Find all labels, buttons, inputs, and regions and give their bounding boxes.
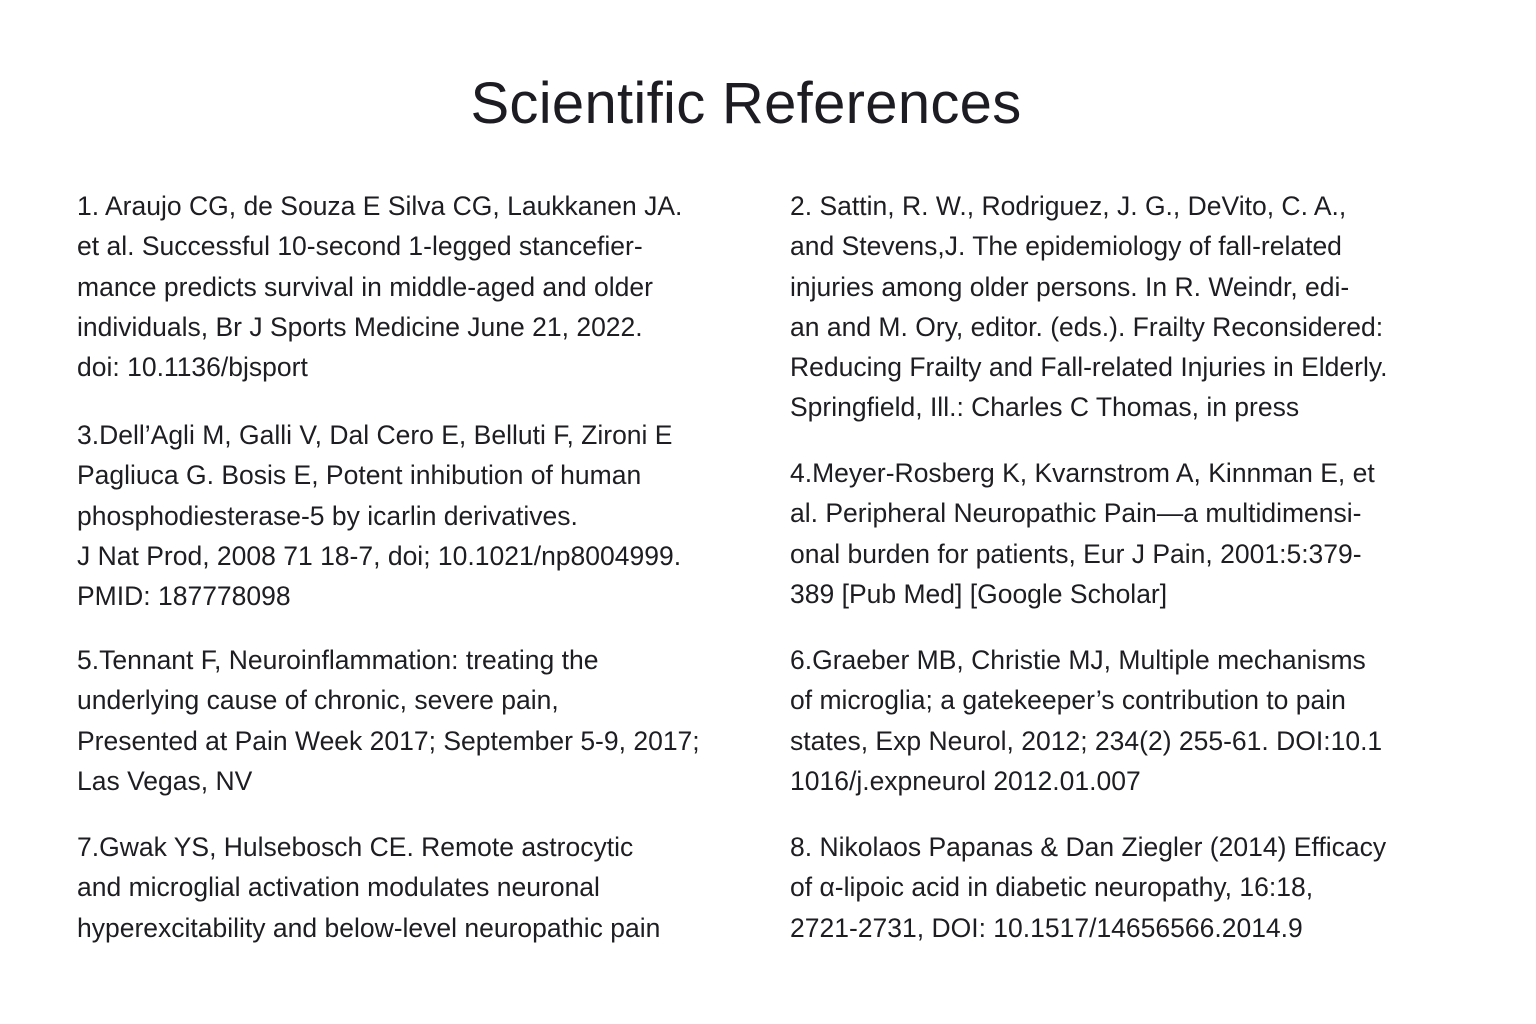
reference-3-line-5: PMID: 187778098 [77,581,291,612]
reference-2-line-2: and Stevens,J. The epidemiology of fall-related [790,231,1342,262]
reference-6-line-1: 6.Graeber MB, Christie MJ, Multiple mechanisms [790,645,1366,675]
reference-4-line-4: 389 [Pub Med] [Google Scholar] [790,578,1168,609]
reference-5-line-2: underlying cause of chronic, severe pain, [77,685,559,716]
reference-1-line-3: mance predicts survival in middle-aged and older [77,271,653,302]
reference-3-line-4: J Nat Prod, 2008 71 18-7, doi; 10.1021/np8004999. [77,540,682,571]
reference-7-line-3: hyperexcitability and below-level neuropathic pain [77,912,661,943]
reference-7-line-2: and microglial activation modulates neuronal [77,872,600,903]
page-title: Scientific References [470,71,1022,136]
reference-6-line-4: 1016/j.expneurol 2012.01.007 [790,765,1141,796]
reference-2 [790,186,1470,428]
reference-7-line-1: 7.Gwak YS, Hulsebosch CE. Remote astrocytic [77,832,634,862]
reference-2-line-6: Springfield, Ill.: Charles C Thomas, in press [790,392,1300,423]
reference-8 [790,827,1470,948]
reference-2-line-3: injuries among older persons. In R. Weindr, edi- [790,271,1350,302]
reference-3-line-3: phosphodiesterase-5 by icarlin derivatives. [77,500,578,531]
reference-8-line-2: of α-lipoic acid in diabetic neuropathy, 16:18, [790,872,1314,903]
reference-4-line-2: al. Peripheral Neuropathic Pain—a multidimensi- [790,498,1362,529]
reference-2-line-1: 2. Sattin, R. W., Rodriguez, J. G., DeVito, C. A., [790,191,1347,221]
reference-3 [77,415,767,616]
reference-8-line-1: 8. Nikolaos Papanas & Dan Ziegler (2014) Efficacy [790,832,1387,862]
reference-7 [77,827,767,948]
reference-4-line-1: 4.Meyer-Rosberg K, Kvarnstrom A, Kinnman E, et [790,458,1375,488]
reference-2-line-5: Reducing Frailty and Fall-related Injuries in Elderly. [790,352,1388,383]
reference-5 [77,640,767,801]
reference-6-line-2: of microglia; a gatekeeper’s contribution to pain [790,685,1346,716]
reference-6-line-3: states, Exp Neurol, 2012; 234(2) 255-61. DOI:10.1 [790,725,1383,756]
reference-3-line-1: 3.Dell’Agli M, Galli V, Dal Cero E, Belluti F, Zironi E [77,420,673,450]
reference-5-line-3: Presented at Pain Week 2017; September 5-9, 2017; [77,725,700,756]
reference-4 [790,453,1470,614]
reference-1-line-4: individuals, Br J Sports Medicine June 21, 2022. [77,311,643,342]
reference-2-line-4: an and M. Ory, editor. (eds.). Frailty Reconsidered: [790,311,1384,342]
reference-3-line-2: Pagliuca G. Bosis E, Potent inhibution of human [77,460,642,491]
reference-6 [790,640,1470,801]
reference-8-line-3: 2721-2731, DOI: 10.1517/14656566.2014.9 [790,912,1303,943]
reference-1-line-1: 1. Araujo CG, de Souza E Silva CG, Laukkanen JA. [77,191,683,221]
reference-1-line-2: et al. Successful 10-second 1-legged stancefier- [77,231,643,262]
reference-4-line-3: onal burden for patients, Eur J Pain, 2001:5:379- [790,538,1362,569]
reference-5-line-1: 5.Tennant F, Neuroinflammation: treating the [77,645,599,675]
reference-1-line-5: doi: 10.1136/bjsport [77,352,308,383]
reference-5-line-4: Las Vegas, NV [77,765,253,796]
reference-1 [77,186,767,387]
